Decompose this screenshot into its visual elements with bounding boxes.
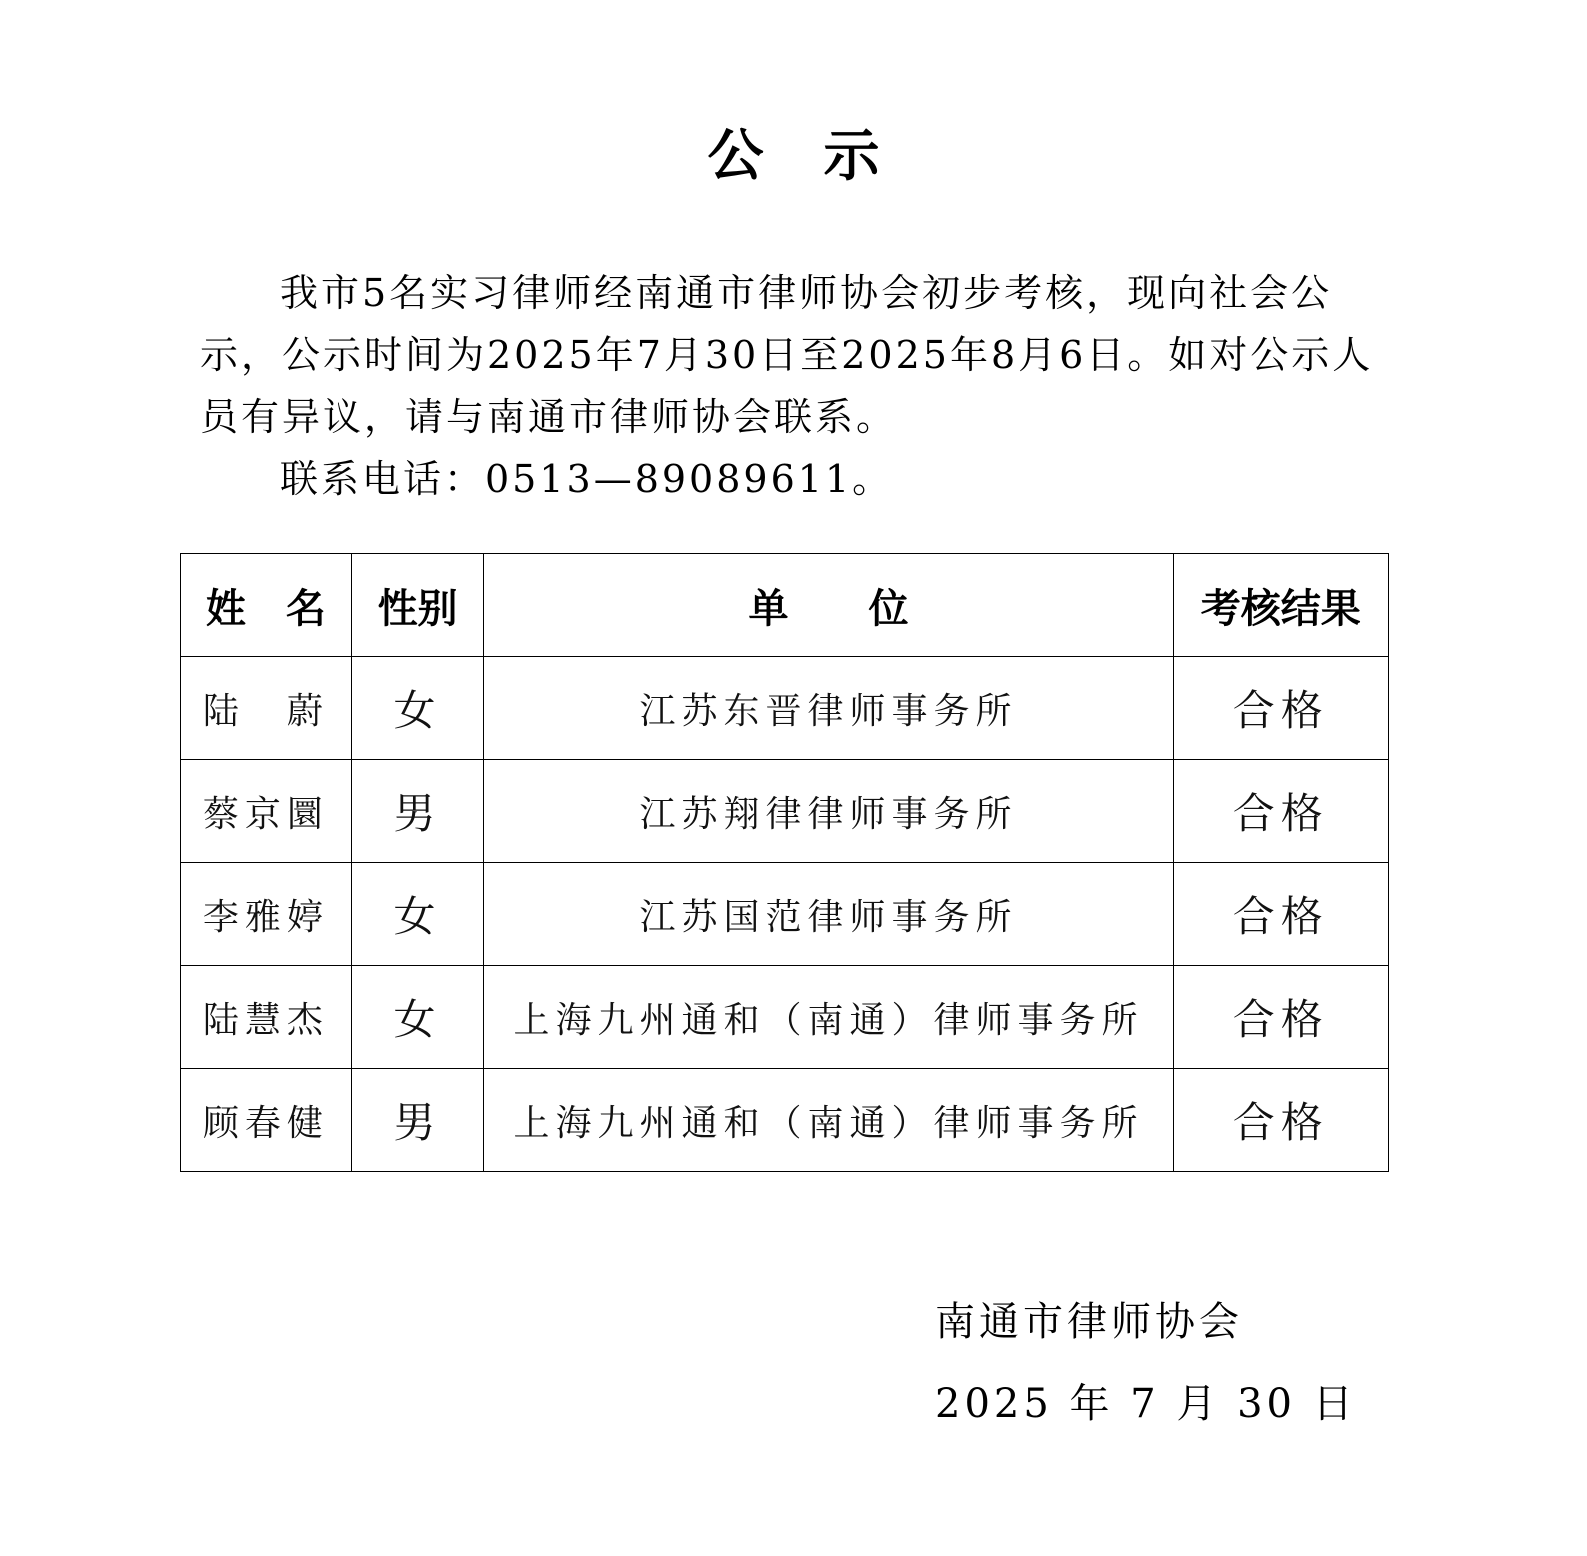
cell-unit: 上海九州通和（南通）律师事务所: [484, 966, 1173, 1069]
table-row: [181, 966, 1389, 1069]
header-result: 考核结果: [1173, 554, 1388, 657]
cell-gender: 女: [351, 657, 484, 760]
cell-unit: 江苏东晋律师事务所: [484, 657, 1173, 760]
signature-organization: 南通市律师协会: [935, 1299, 1243, 1345]
cell-name: 陆慧杰: [181, 966, 352, 1069]
header-gender: 性别: [351, 554, 484, 657]
cell-name: 陆 蔚: [181, 657, 352, 760]
header-name: 姓 名: [181, 554, 352, 657]
cell-name: 蔡京圜: [181, 760, 352, 863]
page-title: [0, 112, 1587, 192]
cell-gender: 女: [351, 966, 484, 1069]
table-row: [181, 760, 1389, 863]
cell-name: 顾春健: [181, 1069, 352, 1172]
cell-unit: 江苏国范律师事务所: [484, 863, 1173, 966]
cell-result: 合格: [1173, 760, 1388, 863]
results-table: [180, 553, 1389, 1172]
cell-unit: 江苏翔律律师事务所: [484, 760, 1173, 863]
title-char-1: 公: [707, 124, 764, 189]
cell-result: 合格: [1173, 966, 1388, 1069]
table-row: [181, 1069, 1389, 1172]
contact-line: 联系电话：0513—89089611。: [280, 457, 894, 501]
title-char-2: 示: [823, 124, 880, 189]
cell-gender: 男: [351, 1069, 484, 1172]
header-unit: 单 位: [484, 554, 1173, 657]
cell-result: 合格: [1173, 657, 1388, 760]
cell-unit: 上海九州通和（南通）律师事务所: [484, 1069, 1173, 1172]
body-paragraph: 我市5名实习律师经南通市律师协会初步考核，现向社会公示，公示时间为2025年7月30日至2025年8月6日。如对公示人员有异议，请与南通市律师协会联系。: [200, 271, 1374, 439]
cell-result: 合格: [1173, 1069, 1388, 1172]
signature-date: 2025 年 7 月 30 日: [935, 1381, 1357, 1427]
table-row: [181, 863, 1389, 966]
cell-name: 李雅婷: [181, 863, 352, 966]
cell-gender: 女: [351, 863, 484, 966]
table-header-row: [181, 554, 1389, 657]
table-row: [181, 657, 1389, 760]
cell-gender: 男: [351, 760, 484, 863]
cell-result: 合格: [1173, 863, 1388, 966]
